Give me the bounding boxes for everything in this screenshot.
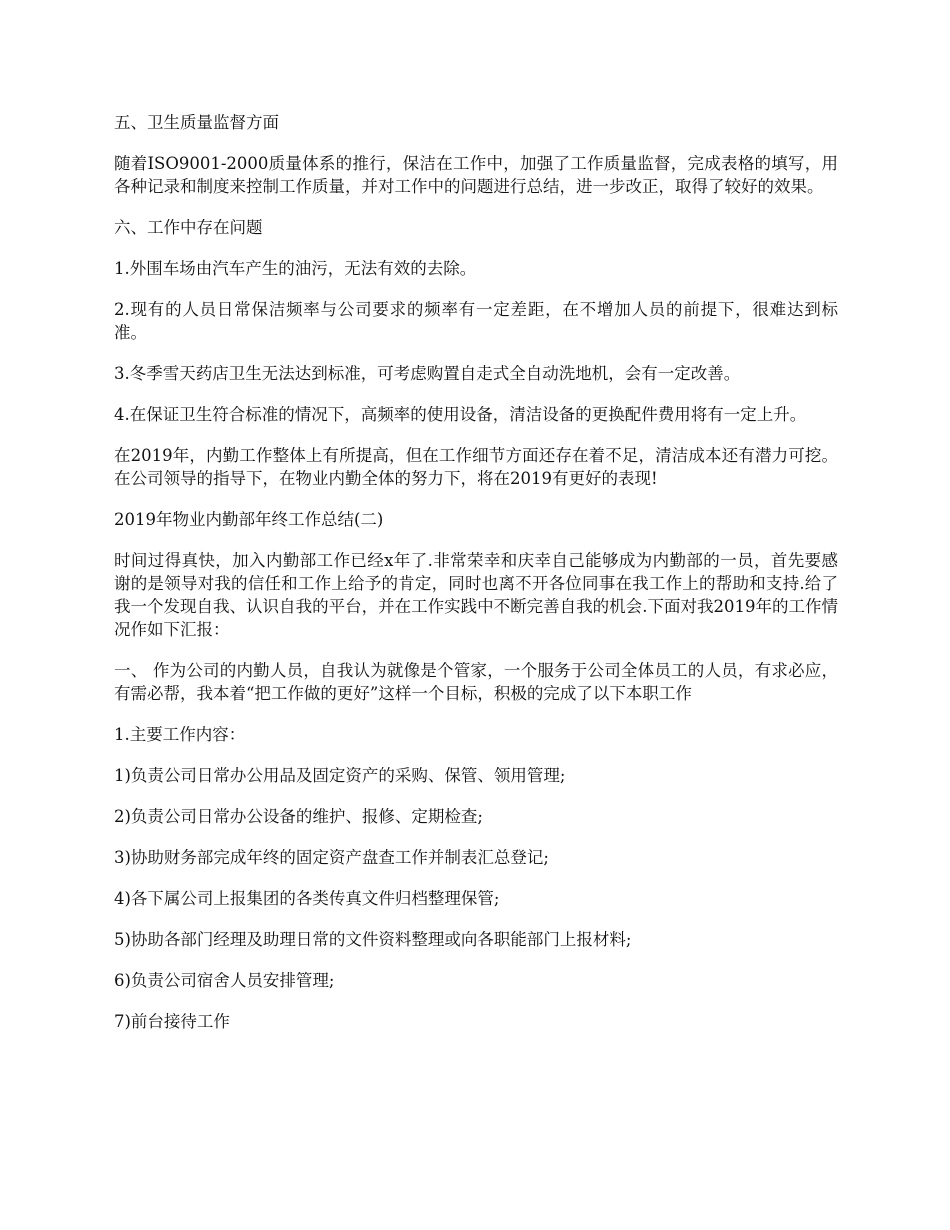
list-heading-main-work: 1.主要工作内容： (114, 725, 246, 744)
problem-item-1: 1.外围车场由汽车产生的油污，无法有效的去除。 (114, 259, 477, 278)
work-item-6: 6)负责公司宿舍人员安排管理; (114, 971, 335, 990)
paragraph-introduction: 时间过得真快，加入内勤部工作已经x年了.非常荣幸和庆幸自己能够成为内勤部的一员，首先要感谢的是领导对我的信任和工作上给予的肯定，同时也离不开各位同事在我工作上的帮助和支持.给了我一个发现自我、认识自我的平台，并在工作实践中不断完善自我的机会.下面对我2019年的工作情况作如下汇报： (114, 551, 838, 639)
work-item-3: 3)协助财务部完成年终的固定资产盘查工作并制表汇总登记; (114, 848, 549, 867)
section-heading-hygiene-supervision: 五、卫生质量监督方面 (114, 113, 279, 132)
work-item-5: 5)协助各部门经理及助理日常的文件资料整理或向各职能部门上报材料; (114, 930, 632, 949)
document-page (114, 111, 838, 1051)
problem-item-4: 4.在保证卫生符合标准的情况下，高频率的使用设备，清洁设备的更换配件费用将有一定上升。 (114, 405, 807, 424)
paragraph-role-description: 一、 作为公司的内勤人员，自我认为就像是个管家，一个服务于公司全体员工的人员，有求必应，有需必帮，我本着“把工作做的更好”这样一个目标，积极的完成了以下本职工作 (114, 661, 838, 703)
paragraph-quality-system: 随着ISO9001-2000质量体系的推行，保洁在工作中，加强了工作质量监督，完成表格的填写，用各种记录和制度来控制工作质量，并对工作中的问题进行总结，进一步改正，取得了较好的效果。 (114, 154, 838, 196)
work-item-2: 2)负责公司日常办公设备的维护、报修、定期检查; (114, 807, 483, 826)
work-item-7: 7)前台接待工作 (114, 1012, 230, 1031)
paragraph-summary-outlook: 在2019年，内勤工作整体上有所提高，但在工作细节方面还存在着不足，清洁成本还有潜力可挖。在公司领导的指导下，在物业内勤全体的努力下，将在2019有更好的表现! (114, 446, 838, 488)
problem-item-2: 2.现有的人员日常保洁频率与公司要求的频率有一定差距，在不增加人员的前提下，很难达到标准。 (114, 300, 838, 342)
problem-item-3: 3.冬季雪天药店卫生无法达到标准，可考虑购置自走式全自动洗地机，会有一定改善。 (114, 364, 741, 383)
work-item-1: 1)负责公司日常办公用品及固定资产的采购、保管、领用管理; (114, 766, 566, 785)
work-item-4: 4)各下属公司上报集团的各类传真文件归档整理保管; (114, 889, 500, 908)
section-title-summary-two: 2019年物业内勤部年终工作总结(二) (114, 510, 384, 529)
section-heading-existing-problems: 六、工作中存在问题 (114, 218, 263, 237)
